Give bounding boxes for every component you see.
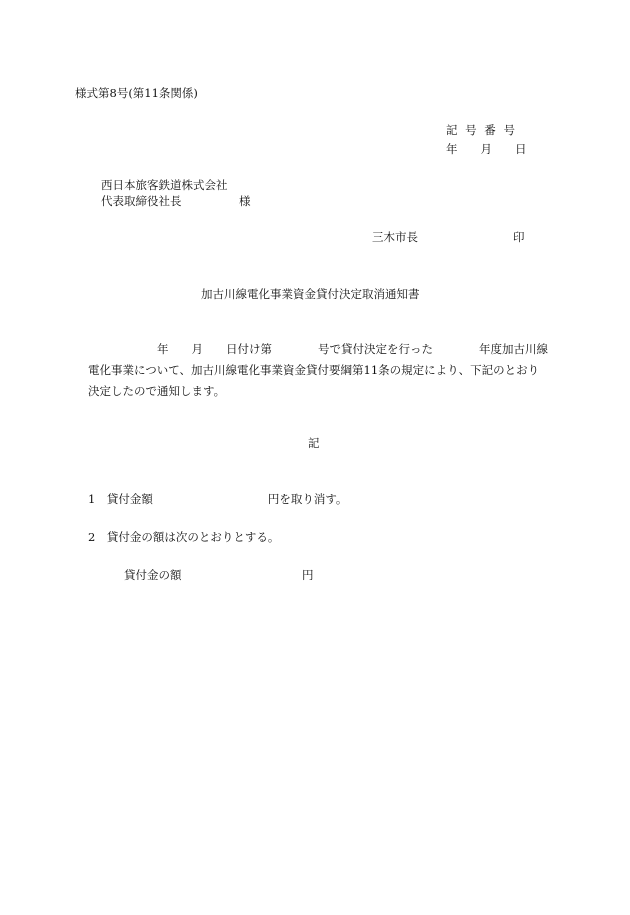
body-paragraph: [88, 339, 558, 402]
document-title: 加古川線電化事業資金貸付決定取消通知書: [201, 287, 420, 301]
ki-heading: 記: [308, 436, 320, 450]
body-line: 電化事業について、加古川線電化事業資金貸付要綱第11条の規定により、下記のとおり: [88, 363, 540, 377]
addressee-representative: 代表取締役社長 様: [101, 194, 251, 208]
date-line: 年 月 日: [446, 142, 527, 156]
body-line: 決定したので通知します。: [88, 384, 226, 398]
item-1: 1 貸付金額 円を取り消す。: [88, 492, 348, 506]
record-number-label: 記 号 番 号: [446, 123, 515, 137]
sender-name: 三木市長: [372, 230, 418, 244]
form-label: 様式第8号(第11条関係): [75, 86, 198, 100]
item-2-loan-amount-label: 貸付金の額: [124, 568, 182, 582]
seal-mark: 印: [513, 230, 525, 244]
item-2: 2 貸付金の額は次のとおりとする。: [88, 530, 280, 544]
body-line: 年 月 日付け第 号で貸付決定を行った 年度加古川線: [88, 342, 548, 356]
item-2-loan-amount-unit: 円: [302, 568, 314, 582]
addressee-company: 西日本旅客鉄道株式会社: [101, 178, 228, 192]
